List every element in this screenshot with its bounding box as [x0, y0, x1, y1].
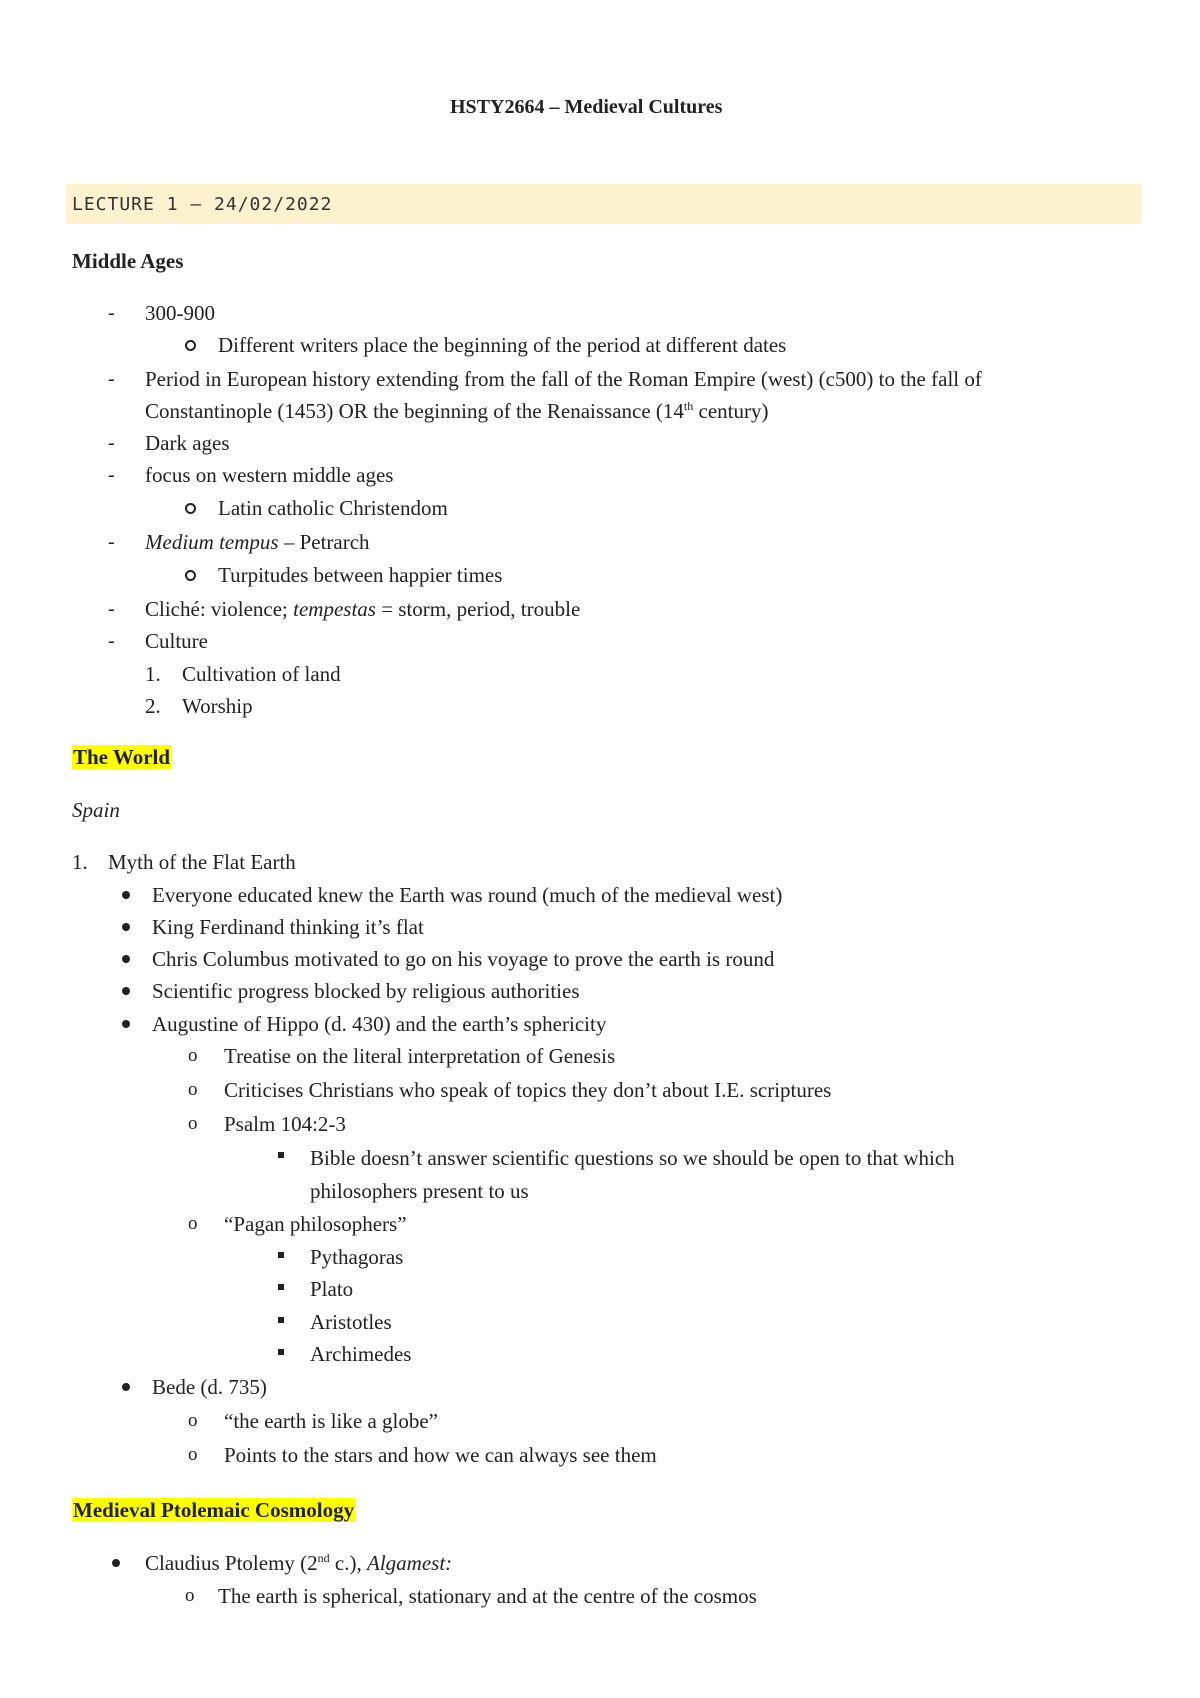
list-item-continuation: philosophers present to us — [310, 1179, 529, 1203]
o-bullet: o — [185, 1585, 195, 1606]
cosmology-heading: Medieval Ptolemaic Cosmology — [73, 1498, 355, 1522]
dash-bullet: - — [108, 368, 115, 390]
list-item: Chris Columbus motivated to go on his voyage to prove the earth is round — [152, 947, 775, 971]
list-item: Treatise on the literal interpretation of Genesis — [224, 1044, 616, 1068]
list-item-continuation: Constantinople (1453) OR the beginning of the Renaissance (14th century) — [145, 399, 769, 423]
list-item: Archimedes — [310, 1342, 412, 1366]
dash-bullet: - — [108, 302, 115, 324]
o-bullet: o — [188, 1113, 198, 1134]
list-number: 1. — [145, 662, 161, 686]
list-item: focus on western middle ages — [145, 463, 394, 487]
list-item: Dark ages — [145, 431, 230, 455]
list-item: Different writers place the beginning of the period at different dates — [218, 333, 787, 357]
lecture-header: LECTURE 1 – 24/02/2022 — [72, 194, 333, 215]
list-item: Bede (d. 735) — [152, 1375, 267, 1399]
list-item: Claudius Ptolemy (2nd c.), Algamest: — [145, 1551, 453, 1575]
square-bullet-icon — [278, 1349, 284, 1355]
list-item: Pythagoras — [310, 1245, 404, 1269]
list-item: Aristotles — [310, 1310, 392, 1334]
spain-subheading: Spain — [72, 798, 120, 822]
the-world-heading: The World — [73, 745, 171, 769]
circle-bullet-icon — [185, 503, 196, 514]
bullet-dot-icon — [122, 987, 130, 995]
list-item: Myth of the Flat Earth — [108, 850, 296, 874]
dash-bullet: - — [108, 464, 115, 486]
document-title: HSTY2664 – Medieval Cultures — [450, 96, 723, 118]
list-item: “the earth is like a globe” — [224, 1409, 438, 1433]
list-item: Latin catholic Christendom — [218, 496, 448, 520]
list-item: Plato — [310, 1277, 354, 1301]
list-item: Scientific progress blocked by religious authorities — [152, 979, 580, 1003]
dash-bullet: - — [108, 432, 115, 454]
list-item: Cultivation of land — [182, 662, 341, 686]
dash-bullet: - — [108, 531, 115, 553]
list-item: The earth is spherical, stationary and at the centre of the cosmos — [218, 1584, 757, 1608]
list-item: Worship — [182, 694, 253, 718]
bullet-dot-icon — [122, 891, 130, 899]
o-bullet: o — [188, 1410, 198, 1431]
list-item: Everyone educated knew the Earth was round (much of the medieval west) — [152, 883, 783, 907]
square-bullet-icon — [278, 1317, 284, 1323]
o-bullet: o — [188, 1444, 198, 1465]
list-item: Psalm 104:2-3 — [224, 1112, 346, 1136]
dash-bullet: - — [108, 630, 115, 652]
square-bullet-icon — [278, 1252, 284, 1258]
list-item: 300-900 — [145, 301, 215, 325]
list-item: “Pagan philosophers” — [224, 1212, 407, 1236]
dash-bullet: - — [108, 598, 115, 620]
list-item: Augustine of Hippo (d. 430) and the earth’s sphericity — [152, 1012, 607, 1036]
list-item: Medium tempus – Petrarch — [145, 530, 370, 554]
o-bullet: o — [188, 1045, 198, 1066]
bullet-dot-icon — [112, 1559, 120, 1567]
list-item: Cliché: violence; tempestas = storm, period, trouble — [145, 597, 581, 621]
list-item: Period in European history extending from the fall of the Roman Empire (west) (c500) to the fall of — [145, 367, 982, 391]
list-item: Criticises Christians who speak of topics they don’t about I.E. scriptures — [224, 1078, 832, 1102]
list-item: Turpitudes between happier times — [218, 563, 503, 587]
square-bullet-icon — [278, 1284, 284, 1290]
list-item: Points to the stars and how we can always see them — [224, 1443, 657, 1467]
list-item: King Ferdinand thinking it’s flat — [152, 915, 424, 939]
square-bullet-icon — [278, 1152, 284, 1158]
circle-bullet-icon — [185, 340, 196, 351]
o-bullet: o — [188, 1079, 198, 1100]
o-bullet: o — [188, 1213, 198, 1234]
list-number: 1. — [72, 850, 88, 874]
bullet-dot-icon — [122, 1020, 130, 1028]
circle-bullet-icon — [185, 570, 196, 581]
list-number: 2. — [145, 694, 161, 718]
list-item: Culture — [145, 629, 208, 653]
middle-ages-heading: Middle Ages — [72, 249, 184, 273]
list-item: Bible doesn’t answer scientific questions so we should be open to that which — [310, 1146, 955, 1170]
bullet-dot-icon — [122, 923, 130, 931]
bullet-dot-icon — [122, 955, 130, 963]
bullet-dot-icon — [122, 1383, 130, 1391]
